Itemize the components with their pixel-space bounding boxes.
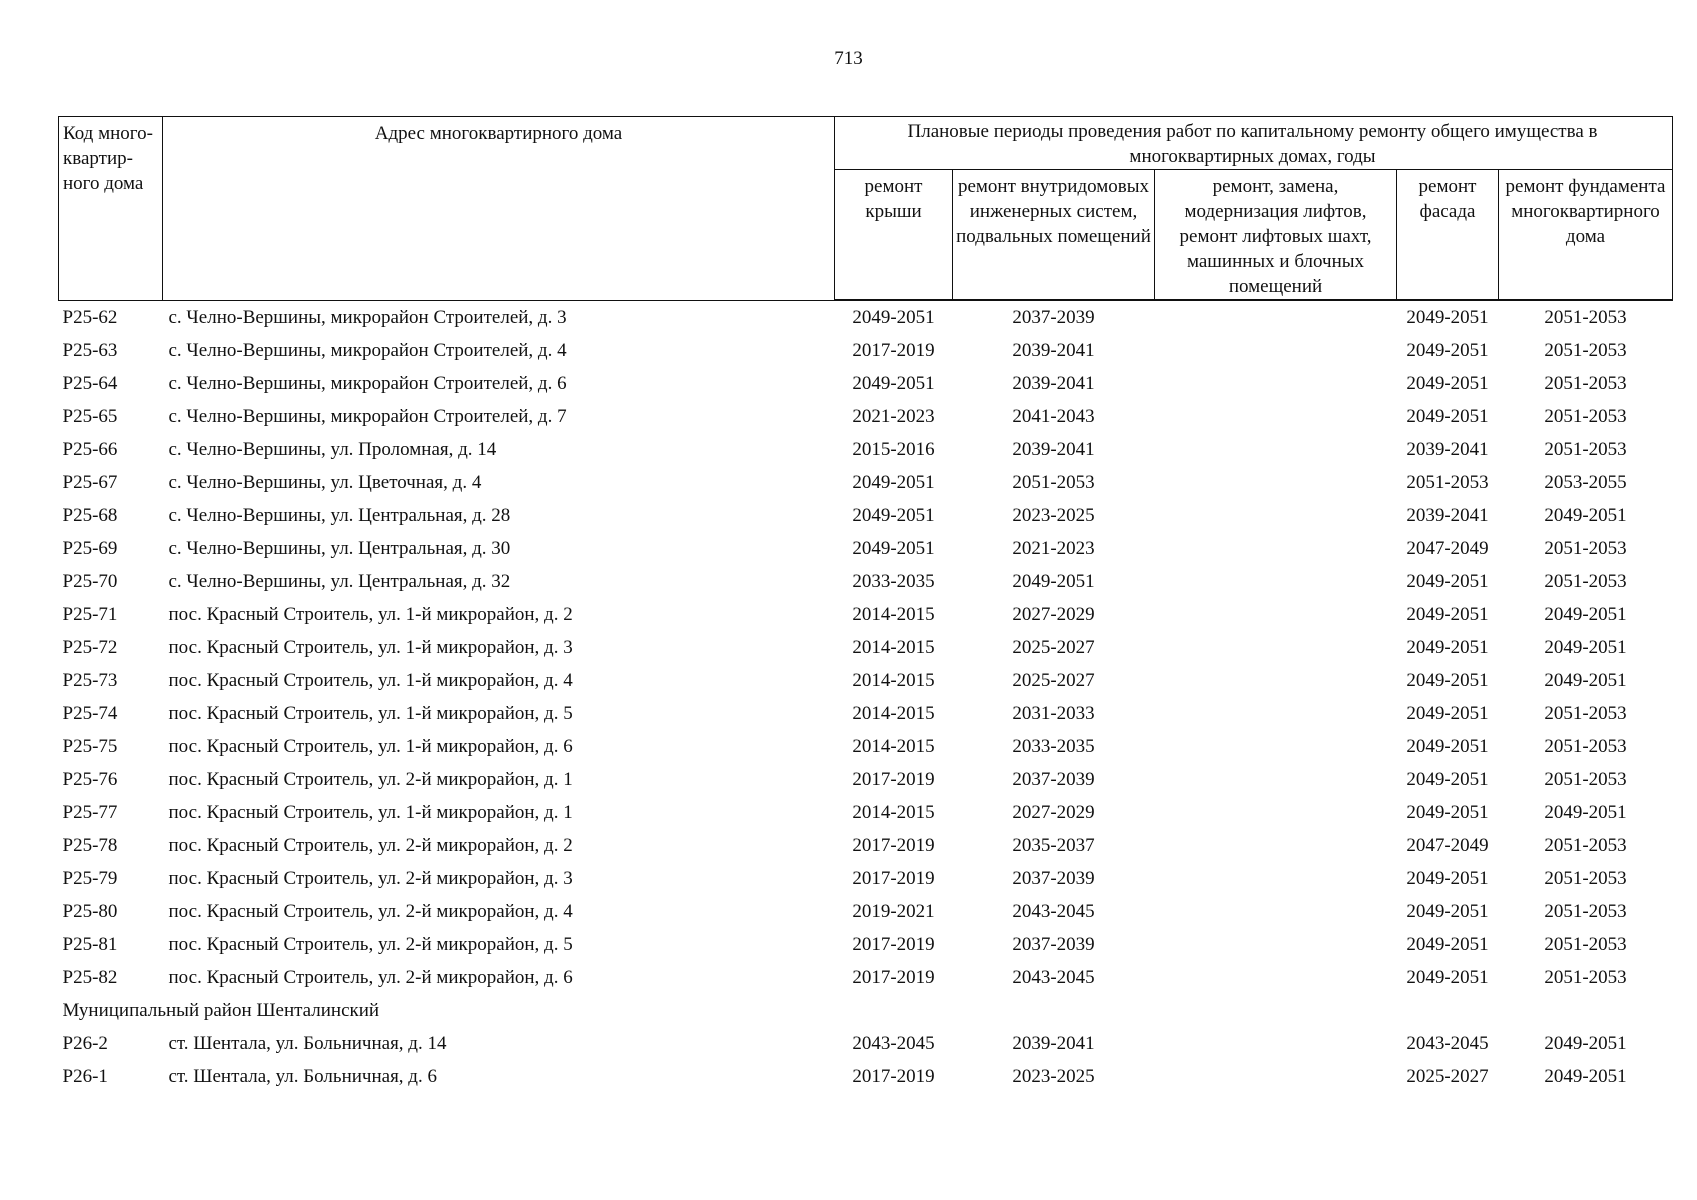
table-row <box>59 1027 1673 1060</box>
address-cell: с. Челно-Вершины, микрорайон Строителей, д. 6 <box>168 373 567 394</box>
lifts-period-cell <box>1155 697 1397 730</box>
roof-period-cell: 2019-2021 <box>852 901 935 922</box>
engineering-period-cell: 2037-2039 <box>1012 769 1095 790</box>
foundation-period-cell: 2051-2053 <box>1544 769 1627 790</box>
engineering-period-cell: 2051-2053 <box>1012 472 1095 493</box>
code-cell: Р25-63 <box>62 340 118 361</box>
code-cell: Р25-67 <box>62 472 118 493</box>
table-row <box>59 400 1673 433</box>
address-cell: пос. Красный Строитель, ул. 2-й микрорайон, д. 6 <box>168 967 573 988</box>
roof-period-cell: 2017-2019 <box>852 1066 935 1087</box>
repair-schedule-table <box>58 116 1673 1093</box>
engineering-period-cell: 2023-2025 <box>1012 1066 1095 1087</box>
foundation-period-cell: 2051-2053 <box>1544 307 1627 328</box>
engineering-period-cell: 2025-2027 <box>1012 670 1095 691</box>
facade-period-cell: 2049-2051 <box>1406 340 1489 361</box>
roof-period-cell: 2043-2045 <box>852 1033 935 1054</box>
section-row <box>59 994 1673 1027</box>
section-title: Муниципальный район Шенталинский <box>62 1000 380 1021</box>
facade-period-cell: 2049-2051 <box>1406 604 1489 625</box>
lifts-period-cell <box>1155 631 1397 664</box>
roof-period-cell: 2014-2015 <box>852 670 935 691</box>
roof-period-cell: 2049-2051 <box>852 472 935 493</box>
address-cell: с. Челно-Вершины, микрорайон Строителей, д. 7 <box>168 406 567 427</box>
roof-period-cell: 2049-2051 <box>852 373 935 394</box>
roof-period-cell: 2033-2035 <box>852 571 935 592</box>
lifts-period-cell <box>1155 300 1397 334</box>
facade-period-cell: 2049-2051 <box>1406 373 1489 394</box>
table-row <box>59 895 1673 928</box>
address-cell: пос. Красный Строитель, ул. 2-й микрорайон, д. 5 <box>168 934 573 955</box>
lifts-period-cell <box>1155 961 1397 994</box>
code-cell: Р25-65 <box>62 406 118 427</box>
lifts-period-cell <box>1155 895 1397 928</box>
table-row <box>59 631 1673 664</box>
header-engineering: ремонт внутридомовых инженерных систем, подвальных помещений <box>953 170 1155 301</box>
facade-period-cell: 2049-2051 <box>1406 868 1489 889</box>
lifts-period-cell <box>1155 1027 1397 1060</box>
foundation-period-cell: 2051-2053 <box>1544 439 1627 460</box>
facade-period-cell: 2043-2045 <box>1406 1033 1489 1054</box>
address-cell: пос. Красный Строитель, ул. 1-й микрорайон, д. 3 <box>168 637 573 658</box>
code-cell: Р25-80 <box>62 901 118 922</box>
roof-period-cell: 2015-2016 <box>852 439 935 460</box>
foundation-period-cell: 2051-2053 <box>1544 373 1627 394</box>
table-row <box>59 730 1673 763</box>
address-cell: ст. Шентала, ул. Больничная, д. 14 <box>168 1033 447 1054</box>
code-cell: Р25-62 <box>62 306 118 328</box>
table-body <box>59 300 1673 1093</box>
table-row <box>59 367 1673 400</box>
address-cell: пос. Красный Строитель, ул. 2-й микрорайон, д. 4 <box>168 901 573 922</box>
address-cell: с. Челно-Вершины, ул. Центральная, д. 32 <box>168 571 511 592</box>
roof-period-cell: 2017-2019 <box>852 835 935 856</box>
facade-period-cell: 2049-2051 <box>1406 967 1489 988</box>
lifts-period-cell <box>1155 763 1397 796</box>
engineering-period-cell: 2039-2041 <box>1012 1033 1095 1054</box>
facade-period-cell: 2039-2041 <box>1406 439 1489 460</box>
header-foundation: ремонт фундамента многоквартирного дома <box>1499 170 1673 301</box>
engineering-period-cell: 2037-2039 <box>1012 307 1095 328</box>
lifts-period-cell <box>1155 862 1397 895</box>
address-cell: пос. Красный Строитель, ул. 1-й микрорайон, д. 1 <box>168 802 573 823</box>
foundation-period-cell: 2051-2053 <box>1544 736 1627 757</box>
roof-period-cell: 2017-2019 <box>852 769 935 790</box>
foundation-period-cell: 2051-2053 <box>1544 934 1627 955</box>
table-row <box>59 300 1673 334</box>
facade-period-cell: 2049-2051 <box>1406 736 1489 757</box>
facade-period-cell: 2047-2049 <box>1406 835 1489 856</box>
address-cell: ст. Шентала, ул. Больничная, д. 6 <box>168 1066 437 1087</box>
table-row <box>59 565 1673 598</box>
address-cell: пос. Красный Строитель, ул. 2-й микрорайон, д. 1 <box>168 769 573 790</box>
address-cell: с. Челно-Вершины, ул. Проломная, д. 14 <box>168 439 497 460</box>
address-cell: с. Челно-Вершины, микрорайон Строителей, д. 3 <box>168 306 567 328</box>
table-row <box>59 499 1673 532</box>
code-cell: Р25-72 <box>62 637 118 658</box>
code-cell: Р25-71 <box>62 604 118 625</box>
foundation-period-cell: 2051-2053 <box>1544 703 1627 724</box>
facade-period-cell: 2049-2051 <box>1406 802 1489 823</box>
roof-period-cell: 2017-2019 <box>852 868 935 889</box>
code-cell: Р25-68 <box>62 505 118 526</box>
lifts-period-cell <box>1155 400 1397 433</box>
foundation-period-cell: 2051-2053 <box>1544 868 1627 889</box>
engineering-period-cell: 2033-2035 <box>1012 736 1095 757</box>
address-cell: с. Челно-Вершины, микрорайон Строителей, д. 4 <box>168 340 567 361</box>
foundation-period-cell: 2051-2053 <box>1544 901 1627 922</box>
engineering-period-cell: 2031-2033 <box>1012 703 1095 724</box>
roof-period-cell: 2049-2051 <box>852 307 935 328</box>
code-cell: Р26-2 <box>62 1033 108 1054</box>
foundation-period-cell: 2051-2053 <box>1544 406 1627 427</box>
lifts-period-cell <box>1155 730 1397 763</box>
engineering-period-cell: 2041-2043 <box>1012 406 1095 427</box>
engineering-period-cell: 2039-2041 <box>1012 373 1095 394</box>
lifts-period-cell <box>1155 532 1397 565</box>
roof-period-cell: 2014-2015 <box>852 604 935 625</box>
lifts-period-cell <box>1155 334 1397 367</box>
roof-period-cell: 2021-2023 <box>852 406 935 427</box>
roof-period-cell: 2014-2015 <box>852 736 935 757</box>
foundation-period-cell: 2049-2051 <box>1544 505 1627 526</box>
foundation-period-cell: 2053-2055 <box>1544 472 1627 493</box>
table-row <box>59 433 1673 466</box>
address-cell: пос. Красный Строитель, ул. 1-й микрорайон, д. 5 <box>168 703 573 724</box>
lifts-period-cell <box>1155 796 1397 829</box>
code-cell: Р25-79 <box>62 868 118 889</box>
facade-period-cell: 2049-2051 <box>1406 769 1489 790</box>
header-lifts: ремонт, замена, модернизация лифтов, ремонт лифтовых шахт, машинных и блочных помещений <box>1155 170 1397 301</box>
foundation-period-cell: 2051-2053 <box>1544 835 1627 856</box>
foundation-period-cell: 2051-2053 <box>1544 340 1627 361</box>
roof-period-cell: 2014-2015 <box>852 637 935 658</box>
header-address: Адрес многоквартирного дома <box>163 117 835 301</box>
address-cell: пос. Красный Строитель, ул. 1-й микрорайон, д. 2 <box>168 604 573 625</box>
engineering-period-cell: 2025-2027 <box>1012 637 1095 658</box>
lifts-period-cell <box>1155 433 1397 466</box>
lifts-period-cell <box>1155 367 1397 400</box>
foundation-period-cell: 2049-2051 <box>1544 604 1627 625</box>
code-cell: Р25-74 <box>62 703 118 724</box>
code-cell: Р25-78 <box>62 835 118 856</box>
engineering-period-cell: 2035-2037 <box>1012 835 1095 856</box>
lifts-period-cell <box>1155 565 1397 598</box>
facade-period-cell: 2049-2051 <box>1406 571 1489 592</box>
foundation-period-cell: 2051-2053 <box>1544 538 1627 559</box>
code-cell: Р25-81 <box>62 934 118 955</box>
roof-period-cell: 2049-2051 <box>852 538 935 559</box>
engineering-period-cell: 2021-2023 <box>1012 538 1095 559</box>
facade-period-cell: 2049-2051 <box>1406 934 1489 955</box>
facade-period-cell: 2051-2053 <box>1406 472 1489 493</box>
roof-period-cell: 2014-2015 <box>852 703 935 724</box>
facade-period-cell: 2049-2051 <box>1406 307 1489 328</box>
lifts-period-cell <box>1155 1060 1397 1093</box>
header-periods-group-text: Плановые периоды проведения работ по капитальному ремонту общего имущества в многоквартирных домах, годы <box>907 121 1598 167</box>
engineering-period-cell: 2037-2039 <box>1012 868 1095 889</box>
roof-period-cell: 2017-2019 <box>852 340 935 361</box>
lifts-period-cell <box>1155 598 1397 631</box>
foundation-period-cell: 2051-2053 <box>1544 967 1627 988</box>
table-row <box>59 697 1673 730</box>
lifts-period-cell <box>1155 466 1397 499</box>
table-row <box>59 598 1673 631</box>
code-cell: Р25-82 <box>62 967 118 988</box>
address-cell: пос. Красный Строитель, ул. 1-й микрорайон, д. 6 <box>168 736 573 757</box>
header-facade: ремонт фасада <box>1397 170 1499 301</box>
address-cell: пос. Красный Строитель, ул. 2-й микрорайон, д. 3 <box>168 868 573 889</box>
foundation-period-cell: 2049-2051 <box>1544 670 1627 691</box>
engineering-period-cell: 2027-2029 <box>1012 604 1095 625</box>
engineering-period-cell: 2049-2051 <box>1012 571 1095 592</box>
engineering-period-cell: 2027-2029 <box>1012 802 1095 823</box>
engineering-period-cell: 2043-2045 <box>1012 901 1095 922</box>
table-row <box>59 829 1673 862</box>
code-cell: Р25-73 <box>62 670 118 691</box>
code-cell: Р25-70 <box>62 571 118 592</box>
foundation-period-cell: 2049-2051 <box>1544 802 1627 823</box>
facade-period-cell: 2049-2051 <box>1406 703 1489 724</box>
engineering-period-cell: 2043-2045 <box>1012 967 1095 988</box>
foundation-period-cell: 2051-2053 <box>1544 571 1627 592</box>
header-periods-group <box>835 117 1673 170</box>
facade-period-cell: 2049-2051 <box>1406 901 1489 922</box>
roof-period-cell: 2014-2015 <box>852 802 935 823</box>
table-row <box>59 334 1673 367</box>
code-cell: Р25-69 <box>62 538 118 559</box>
table-row <box>59 763 1673 796</box>
lifts-period-cell <box>1155 829 1397 862</box>
roof-period-cell: 2017-2019 <box>852 967 935 988</box>
facade-period-cell: 2049-2051 <box>1406 406 1489 427</box>
table-row <box>59 664 1673 697</box>
address-cell: пос. Красный Строитель, ул. 2-й микрорайон, д. 2 <box>168 835 573 856</box>
engineering-period-cell: 2023-2025 <box>1012 505 1095 526</box>
table-row <box>59 862 1673 895</box>
foundation-period-cell: 2049-2051 <box>1544 1033 1627 1054</box>
facade-period-cell: 2025-2027 <box>1406 1066 1489 1087</box>
address-cell: с. Челно-Вершины, ул. Центральная, д. 30 <box>168 538 511 559</box>
code-cell: Р25-77 <box>62 802 118 823</box>
header-roof: ремонт крыши <box>835 170 953 301</box>
code-cell: Р26-1 <box>62 1066 108 1087</box>
lifts-period-cell <box>1155 928 1397 961</box>
facade-period-cell: 2039-2041 <box>1406 505 1489 526</box>
engineering-period-cell: 2039-2041 <box>1012 439 1095 460</box>
lifts-period-cell <box>1155 499 1397 532</box>
facade-period-cell: 2049-2051 <box>1406 637 1489 658</box>
engineering-period-cell: 2037-2039 <box>1012 934 1095 955</box>
foundation-period-cell: 2049-2051 <box>1544 637 1627 658</box>
facade-period-cell: 2049-2051 <box>1406 670 1489 691</box>
code-cell: Р25-66 <box>62 439 118 460</box>
page-number: 713 <box>834 48 863 69</box>
address-cell: с. Челно-Вершины, ул. Центральная, д. 28 <box>168 505 511 526</box>
roof-period-cell: 2049-2051 <box>852 505 935 526</box>
table-row <box>59 1060 1673 1093</box>
address-cell: с. Челно-Вершины, ул. Цветочная, д. 4 <box>168 472 482 493</box>
table-row <box>59 961 1673 994</box>
header-code: Код много-квартир-ного дома <box>59 117 163 301</box>
table-row <box>59 466 1673 499</box>
table-row <box>59 532 1673 565</box>
lifts-period-cell <box>1155 664 1397 697</box>
table-row <box>59 796 1673 829</box>
facade-period-cell: 2047-2049 <box>1406 538 1489 559</box>
code-cell: Р25-64 <box>62 373 118 394</box>
code-cell: Р25-75 <box>62 736 118 757</box>
table-row <box>59 928 1673 961</box>
roof-period-cell: 2017-2019 <box>852 934 935 955</box>
table-header-row <box>59 117 1673 170</box>
code-cell: Р25-76 <box>62 769 118 790</box>
engineering-period-cell: 2039-2041 <box>1012 340 1095 361</box>
foundation-period-cell: 2049-2051 <box>1544 1066 1627 1087</box>
address-cell: пос. Красный Строитель, ул. 1-й микрорайон, д. 4 <box>168 670 573 691</box>
